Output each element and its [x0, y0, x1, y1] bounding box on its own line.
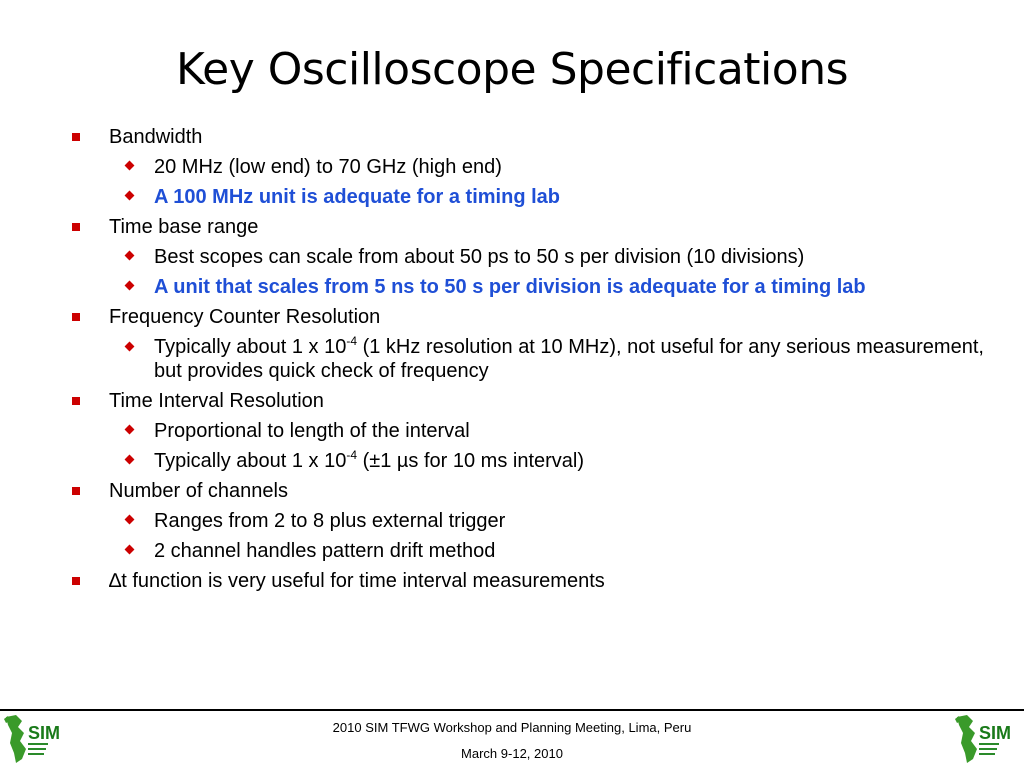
- square-bullet-icon: [72, 577, 80, 585]
- bullet-frequency-counter: [70, 302, 1010, 332]
- bullet-text-post: (±1 µs for 10 ms interval): [357, 450, 585, 472]
- bullet-bandwidth: [70, 122, 1010, 152]
- bullet-text-pre: Typically about 1 x 10: [154, 450, 347, 472]
- diamond-bullet-icon: [125, 515, 135, 525]
- bullet-text: A unit that scales from 5 ns to 50 s per division is adequate for a timing lab: [154, 276, 866, 298]
- bullet-text-post: (1 kHz resolution at 10 MHz), not useful for any serious measurement, but provides quick check of frequency: [154, 336, 984, 382]
- sim-logo-icon: [953, 713, 1021, 765]
- bullet-text: Number of channels: [109, 480, 288, 502]
- slide-title: Key Oscilloscope Specifications: [175, 44, 849, 95]
- bullet-time-base: [70, 212, 1010, 242]
- square-bullet-icon: [72, 223, 80, 231]
- svg-text:SIM: SIM: [979, 723, 1012, 743]
- bullet-text: A 100 MHz unit is adequate for a timing lab: [154, 186, 560, 208]
- footer-divider: [0, 709, 1024, 711]
- square-bullet-icon: [72, 487, 80, 495]
- diamond-bullet-icon: [125, 425, 135, 435]
- sub-bullet-channels-range: [70, 506, 1010, 536]
- diamond-bullet-icon: [125, 545, 135, 555]
- bullet-delta-t: [70, 566, 1010, 596]
- bullet-text-pre: Typically about 1 x 10: [154, 336, 347, 358]
- diamond-bullet-icon: [125, 191, 135, 201]
- sub-bullet-bandwidth-adequate: [70, 182, 1010, 212]
- bullet-text: Bandwidth: [109, 126, 203, 148]
- sub-bullet-bandwidth-range: [70, 152, 1010, 182]
- bullet-text: Ranges from 2 to 8 plus external trigger: [154, 510, 506, 532]
- square-bullet-icon: [72, 133, 80, 141]
- diamond-bullet-icon: [125, 161, 135, 171]
- sub-bullet-time-interval-typical: [70, 446, 1010, 476]
- diamond-bullet-icon: [125, 281, 135, 291]
- sub-bullet-time-base-adequate: [70, 272, 1010, 302]
- sub-bullet-channels-pattern: [70, 536, 1010, 566]
- footer-event: 2010 SIM TFWG Workshop and Planning Meeting, Lima, Peru: [332, 720, 692, 735]
- bullet-text: 2 channel handles pattern drift method: [154, 540, 496, 562]
- square-bullet-icon: [72, 313, 80, 321]
- bullet-text: ∆t function is very useful for time interval measurements: [109, 570, 605, 592]
- bullet-text: 20 MHz (low end) to 70 GHz (high end): [154, 156, 502, 178]
- square-bullet-icon: [72, 397, 80, 405]
- footer-date: March 9-12, 2010: [461, 746, 563, 761]
- bullet-exponent: -4: [346, 334, 358, 348]
- sub-bullet-frequency-typical: [70, 332, 1010, 386]
- diamond-bullet-icon: [125, 342, 135, 352]
- bullet-text: Time Interval Resolution: [109, 390, 324, 412]
- bullet-text: Time base range: [109, 216, 259, 238]
- footer: [0, 718, 1024, 764]
- diamond-bullet-icon: [125, 455, 135, 465]
- svg-text:SIM: SIM: [28, 723, 61, 743]
- bullet-text: Proportional to length of the interval: [154, 420, 470, 442]
- bullet-text: Frequency Counter Resolution: [109, 306, 381, 328]
- bullet-text: Best scopes can scale from about 50 ps to 50 s per division (10 divisions): [154, 246, 805, 268]
- sub-bullet-time-interval-proportional: [70, 416, 1010, 446]
- bullet-channels: [70, 476, 1010, 506]
- bullet-exponent: -4: [346, 448, 358, 462]
- bullet-time-interval: [70, 386, 1010, 416]
- sub-bullet-time-base-best: [70, 242, 1010, 272]
- bullet-list: [70, 122, 1010, 596]
- diamond-bullet-icon: [125, 251, 135, 261]
